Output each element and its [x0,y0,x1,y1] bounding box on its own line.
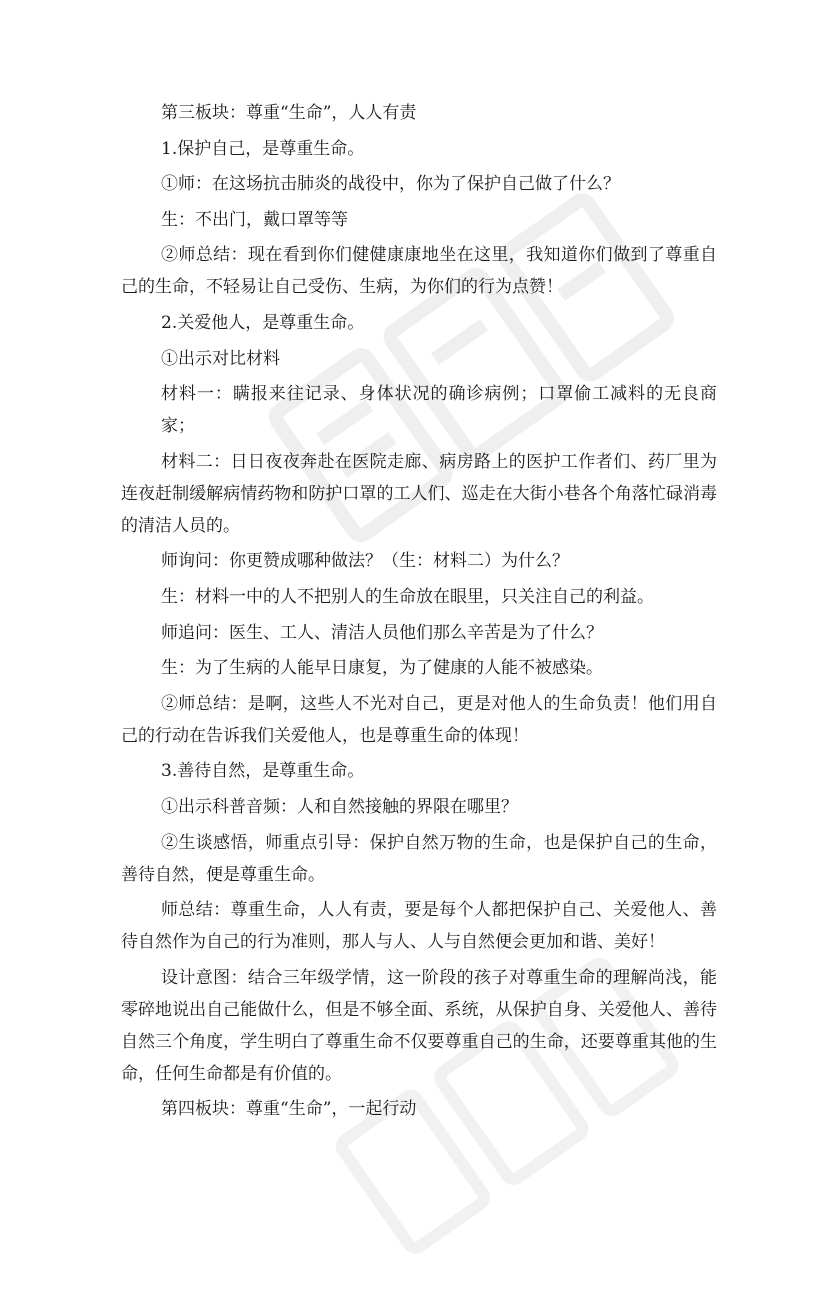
item-1-heading: 1.保护自己，是尊重生命。 [161,138,365,159]
item-1-answer: 生：不出门，戴口罩等等 [161,209,348,230]
item-1-question: ①师：在这场抗击肺炎的战役中，你为了保护自己做了什么？ [161,174,620,195]
design-intent: 设计意图：结合三年级学情，这一阶段的孩子对尊重生命的理解尚浅，能零碎地说出自己能做什么，但是不够全面、系统，从保护自身、关爱他人、善待自然三个角度，学生明白了尊重生命不仅要尊重自己的生命，还要尊重其他的生命，任何生命都是有价值的。 [121,967,717,1084]
section-3-summary: 师总结：尊重生命，人人有责，要是每个人都把保护自己、关爱他人、善待自然作为自己的行为准则，那人与人、人与自然便会更加和谐、美好！ [121,900,717,953]
item-2-answer-2: 生：为了生病的人能早日康复，为了健康的人能不被感染。 [161,658,603,679]
item-2-question-1: 师询问：你更赞成哪种做法？（生：材料二）为什么？ [161,551,569,572]
item-3-heading: 3.善待自然，是尊重生命。 [161,761,365,782]
document-body [121,97,717,1129]
item-2-heading: 2.关爱他人，是尊重生命。 [161,312,365,333]
item-2-material-2: 材料二：日日夜夜奔赴在医院走廊、病房路上的医护工作者们、药厂里为连夜赶制缓解病情药物和防护口罩的工人们、巡走在大街小巷各个角落忙碌消毒的清洁人员的。 [121,451,717,536]
item-2-show-material: ①出示对比材料 [161,348,280,369]
item-3-discussion: ②生谈感悟，师重点引导：保护自然万物的生命，也是保护自己的生命，善待自然，便是尊重生命。 [121,832,717,885]
item-2-answer-1: 生：材料一中的人不把别人的生命放在眼里，只关注自己的利益。 [161,586,654,607]
item-2-question-2: 师追问：医生、工人、清洁人员他们那么辛苦是为了什么？ [161,622,603,643]
item-3-show-audio: ①出示科普音频：人和自然接触的界限在哪里？ [161,796,518,817]
item-2-summary: ②师总结：是啊，这些人不光对自己，更是对他人的生命负责！他们用自己的行动在告诉我们关爱他人，也是尊重生命的体现！ [121,693,717,746]
item-2-material-1: 材料一：瞒报来往记录、身体状况的确诊病例；口罩偷工减料的无良商家； [161,384,717,437]
section-4-heading: 第四板块：尊重“生命”，一起行动 [161,1099,417,1120]
item-1-summary: ②师总结：现在看到你们健健康康地坐在这里，我知道你们做到了尊重自己的生命，不轻易让自己受伤、生病，为你们的行为点赞！ [121,245,717,298]
section-3-heading: 第三板块：尊重“生命”，人人有责 [161,103,417,123]
